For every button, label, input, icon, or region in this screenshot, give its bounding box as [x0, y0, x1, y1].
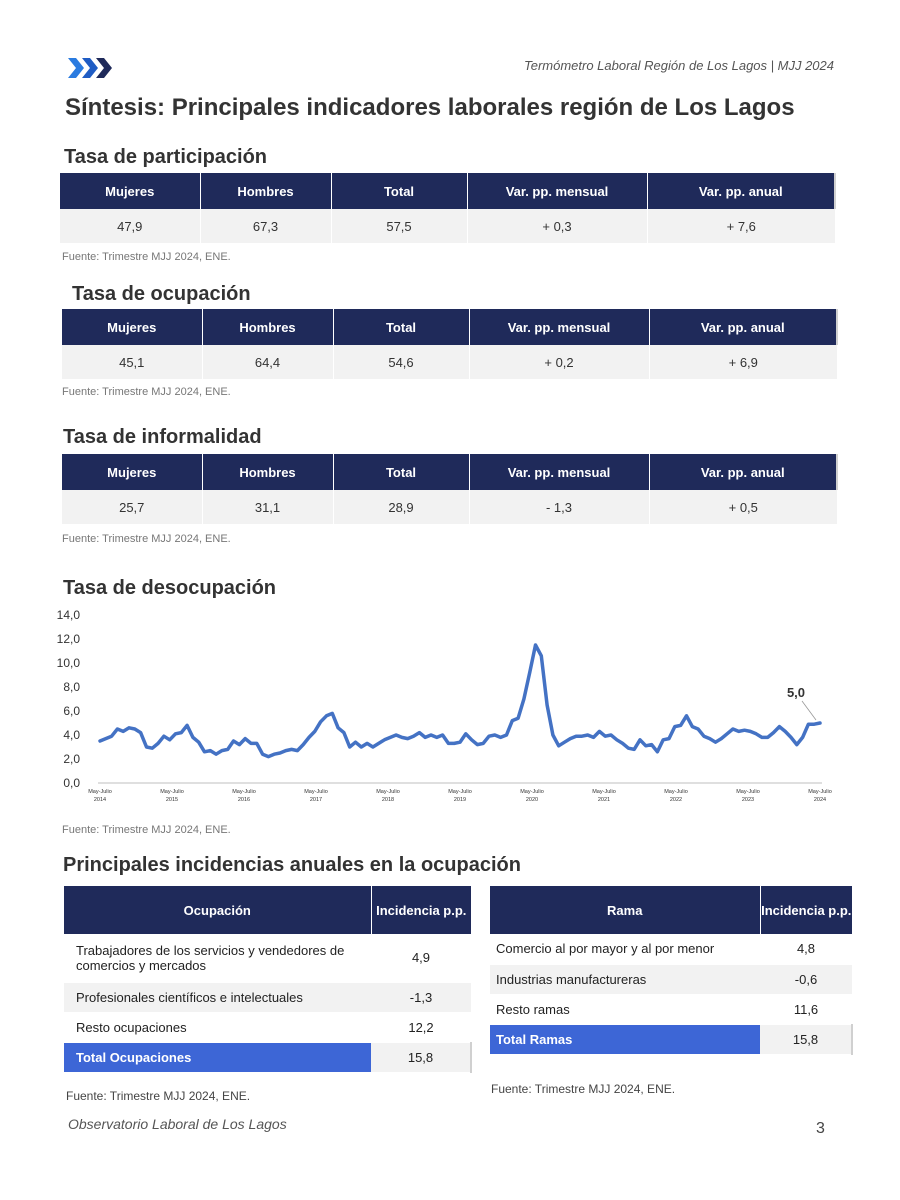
- row-label: Industrias manufactureras: [490, 964, 760, 994]
- col-header-rama: Rama: [490, 886, 760, 934]
- row-label: Resto ramas: [490, 994, 760, 1024]
- logo-chevrons-icon: [66, 54, 126, 82]
- page-title: Síntesis: Principales indicadores laborales región de Los Lagos: [65, 94, 795, 121]
- row-value: -0,6: [760, 964, 852, 994]
- value-total: 57,5: [331, 209, 467, 243]
- total-value: 15,8: [371, 1042, 471, 1072]
- table-participacion: [60, 173, 836, 243]
- header-note: Termómetro Laboral Región de Los Lagos | MJJ 2024: [523, 58, 834, 73]
- series-line: [100, 645, 820, 757]
- x-tick-label: May-Julio: [592, 789, 616, 795]
- col-header-total: Total: [331, 173, 467, 209]
- value-total: 54,6: [333, 345, 469, 379]
- section-title-informalidad: Tasa de informalidad: [63, 426, 262, 448]
- value-hombres: 64,4: [202, 345, 333, 379]
- data-label-leader: [802, 701, 816, 720]
- col-header-hombres: Hombres: [200, 173, 331, 209]
- row-value: 4,8: [760, 934, 852, 964]
- x-tick-label: May-Julio: [520, 789, 544, 795]
- col-header-incidencia: Incidencia p.p.: [371, 886, 471, 934]
- row-label: Trabajadores de los servicios y vendedores de comercios y mercados: [64, 934, 371, 982]
- col-header-var-mensual: Var. pp. mensual: [469, 309, 649, 345]
- x-tick-label: 2019: [453, 797, 467, 803]
- col-header-mujeres: Mujeres: [62, 454, 202, 490]
- col-header-hombres: Hombres: [202, 454, 333, 490]
- value-hombres: 31,1: [202, 490, 333, 524]
- footer-text: Observatorio Laboral de Los Lagos: [68, 1116, 287, 1132]
- value-total: 28,9: [333, 490, 469, 524]
- col-header-var-anual: Var. pp. anual: [649, 309, 837, 345]
- value-hombres: 67,3: [200, 209, 331, 243]
- col-header-var-mensual: Var. pp. mensual: [469, 454, 649, 490]
- y-tick-label: 4,0: [63, 728, 80, 742]
- col-header-hombres: Hombres: [202, 309, 333, 345]
- x-tick-label: May-Julio: [160, 789, 184, 795]
- x-tick-label: 2018: [381, 797, 395, 803]
- x-tick-label: May-Julio: [808, 789, 832, 795]
- y-tick-label: 6,0: [63, 704, 80, 718]
- x-tick-label: 2021: [597, 797, 611, 803]
- col-header-total: Total: [333, 309, 469, 345]
- value-mujeres: 25,7: [62, 490, 202, 524]
- x-tick-label: 2023: [741, 797, 755, 803]
- source-ocupacion: Fuente: Trimestre MJJ 2024, ENE.: [62, 386, 231, 398]
- x-tick-label: 2022: [669, 797, 683, 803]
- value-var-mensual: + 0,3: [467, 209, 647, 243]
- source-participacion: Fuente: Trimestre MJJ 2024, ENE.: [62, 251, 231, 263]
- col-header-var-anual: Var. pp. anual: [647, 173, 835, 209]
- x-tick-label: 2020: [525, 797, 539, 803]
- row-label: Comercio al por mayor y al por menor: [490, 934, 760, 964]
- value-var-mensual: + 0,2: [469, 345, 649, 379]
- y-tick-label: 8,0: [63, 680, 80, 694]
- value-var-anual: + 7,6: [647, 209, 835, 243]
- source-informalidad: Fuente: Trimestre MJJ 2024, ENE.: [62, 533, 231, 545]
- source-incidencias-ocupacion: Fuente: Trimestre MJJ 2024, ENE.: [66, 1089, 251, 1103]
- col-header-ocupacion: Ocupación: [64, 886, 371, 934]
- value-mujeres: 47,9: [60, 209, 200, 243]
- source-desocupacion: Fuente: Trimestre MJJ 2024, ENE.: [62, 824, 231, 836]
- row-value: 11,6: [760, 994, 852, 1024]
- col-header-mujeres: Mujeres: [60, 173, 200, 209]
- x-tick-label: May-Julio: [664, 789, 688, 795]
- col-header-incidencia: Incidencia p.p.: [760, 886, 852, 934]
- section-title-ocupacion: Tasa de ocupación: [72, 283, 251, 305]
- x-tick-label: 2017: [309, 797, 323, 803]
- x-tick-label: 2015: [165, 797, 179, 803]
- col-header-mujeres: Mujeres: [62, 309, 202, 345]
- table-ocupacion: [62, 309, 838, 379]
- x-tick-label: 2014: [93, 797, 107, 803]
- data-label-last: 5,0: [786, 685, 806, 700]
- y-tick-label: 10,0: [56, 656, 80, 670]
- total-label: Total Ramas: [490, 1024, 760, 1054]
- x-tick-label: 2016: [237, 797, 251, 803]
- x-tick-label: 2024: [813, 797, 827, 803]
- col-header-total: Total: [333, 454, 469, 490]
- y-tick-label: 14,0: [56, 608, 80, 622]
- section-title-desocupacion: Tasa de desocupación: [63, 577, 277, 599]
- row-value: 12,2: [371, 1012, 471, 1042]
- total-value: 15,8: [760, 1024, 852, 1054]
- unemployment-line-chart: [40, 604, 840, 814]
- col-header-var-anual: Var. pp. anual: [649, 454, 837, 490]
- x-tick-label: May-Julio: [232, 789, 256, 795]
- section-title-participacion: Tasa de participación: [64, 146, 268, 168]
- section-title-incidencias: Principales incidencias anuales en la ocupación: [63, 854, 521, 876]
- x-tick-label: May-Julio: [88, 789, 112, 795]
- x-tick-label: May-Julio: [736, 789, 760, 795]
- table-incidencias-ocupacion: [64, 886, 472, 1073]
- x-tick-label: May-Julio: [448, 789, 472, 795]
- total-label: Total Ocupaciones: [64, 1042, 371, 1072]
- value-var-anual: + 6,9: [649, 345, 837, 379]
- col-header-var-mensual: Var. pp. mensual: [467, 173, 647, 209]
- row-value: -1,3: [371, 982, 471, 1012]
- value-var-anual: + 0,5: [649, 490, 837, 524]
- source-incidencias-rama: Fuente: Trimestre MJJ 2024, ENE.: [491, 1082, 676, 1096]
- x-tick-label: May-Julio: [304, 789, 328, 795]
- row-label: Resto ocupaciones: [64, 1012, 371, 1042]
- table-informalidad: [62, 454, 838, 524]
- x-tick-label: May-Julio: [376, 789, 400, 795]
- y-tick-label: 12,0: [56, 632, 80, 646]
- y-tick-label: 0,0: [63, 776, 80, 790]
- page-number: 3: [816, 1120, 825, 1137]
- table-incidencias-rama: [490, 886, 853, 1055]
- y-tick-label: 2,0: [63, 752, 80, 766]
- value-mujeres: 45,1: [62, 345, 202, 379]
- row-label: Profesionales científicos e intelectuales: [64, 982, 371, 1012]
- row-value: 4,9: [371, 934, 471, 982]
- value-var-mensual: - 1,3: [469, 490, 649, 524]
